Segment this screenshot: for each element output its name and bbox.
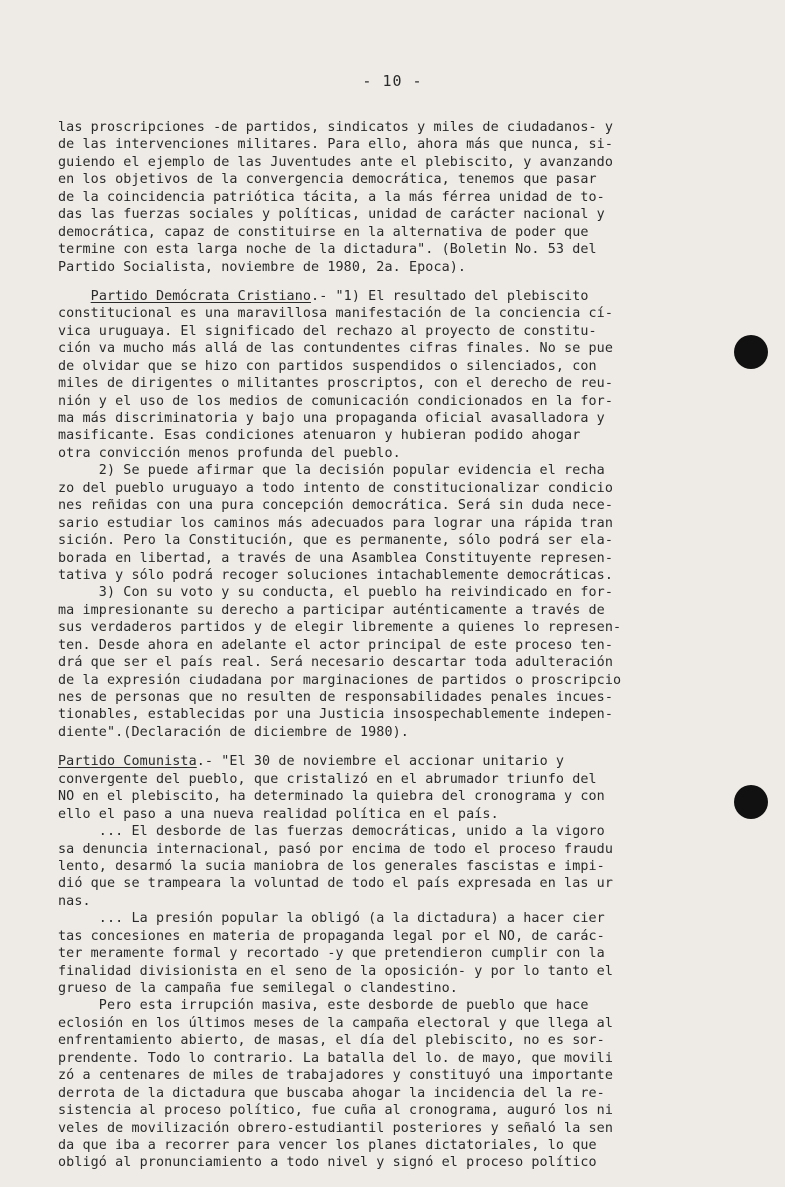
text-line: las proscripciones -de partidos, sindicatos y miles de ciudadanos- y: [58, 120, 614, 135]
text-line: sición. Pero la Constitución, que es permanente, sólo podrá ser ela-: [58, 533, 614, 549]
text-line: guiendo el ejemplo de las Juventudes ante el plebiscito, y avanzando: [58, 154, 614, 170]
text-line: drá que ser el país real. Será necesario descartar toda adulteración: [58, 655, 614, 671]
text-line: nas.: [58, 893, 91, 909]
section-heading: Partido Comunista: [58, 754, 197, 770]
text-line: democrática, capaz de constituirse en la alternativa de poder que: [58, 224, 589, 240]
paragraph-comunista: [58, 753, 738, 1172]
text-line: nes reñidas con una pura concepción democrática. Será sin duda nece-: [58, 498, 614, 514]
document-body: [58, 119, 738, 1172]
text-line: en los objetivos de la convergencia democrática, tenemos que pasar: [58, 172, 597, 188]
text-line: 3) Con su voto y su conducta, el pueblo ha reivindicado en for-: [58, 585, 614, 601]
text-line: ello el paso a una nueva realidad política en el país.: [58, 806, 499, 822]
text-line: Partido Demócrata Cristiano.- "1) El resultado del plebiscito: [90, 288, 589, 304]
text-line: derrota de la dictadura que buscaba ahogar la incidencia del la re-: [58, 1085, 605, 1101]
text-line: da que iba a recorrer para vencer los planes dictatoriales, lo que: [58, 1137, 597, 1153]
text-line: zó a centenares de miles de trabajadores y constituyó una importante: [58, 1068, 614, 1084]
text-line: Partido Socialista, noviembre de 1980, 2a. Epoca).: [58, 259, 467, 275]
text-line: Partido Comunista.- "El 30 de noviembre el accionar unitario y: [58, 754, 565, 770]
text-line: diente".(Declaración de diciembre de 1980).: [58, 724, 409, 740]
text-line: enfrentamiento abierto, de masas, el día del plebiscito, no es sor-: [58, 1033, 605, 1049]
paragraph-socialista: [58, 119, 738, 276]
text-line: 2) Se puede afirmar que la decisión popular evidencia el recha: [58, 463, 605, 479]
punch-hole-icon: [734, 785, 768, 819]
text-line: vica uruguaya. El significado del rechazo al proyecto de constitu-: [58, 323, 597, 339]
text-line: de olvidar que se hizo con partidos suspendidos o silenciados, con: [58, 358, 597, 374]
text-line: eclosión en los últimos meses de la campaña electoral y que llega al: [58, 1015, 614, 1031]
text-line: veles de movilización obrero-estudiantil posteriores y señaló la sen: [58, 1120, 614, 1136]
page-number: - 10 -: [362, 72, 423, 90]
text-line: miles de dirigentes o militantes proscriptos, con el derecho de reu-: [58, 376, 614, 392]
section-heading: Partido Demócrata Cristiano: [90, 288, 312, 304]
text-line: das las fuerzas sociales y políticas, unidad de carácter nacional y: [58, 207, 605, 223]
text-line: tionables, establecidas por una Justicia insospechablemente indepen-: [58, 707, 614, 723]
text-line: obligó al pronunciamiento a todo nivel y signó el proceso político: [58, 1155, 597, 1171]
text-line: convergente del pueblo, que cristalizó en el abrumador triunfo del: [58, 771, 597, 787]
text-line: zo del pueblo uruguayo a todo intento de constitucionalizar condicio: [58, 480, 614, 496]
text-line: nes de personas que no resulten de responsabilidades penales incues-: [58, 690, 614, 705]
text-line: sario estudiar los caminos más adecuados para lograr una rápida tran: [58, 515, 614, 531]
punch-hole-icon: [734, 335, 768, 369]
text-line: ter meramente formal y recortado -y que pretendieron cumplir con la: [58, 946, 605, 962]
text-line: tativa y sólo podrá recoger soluciones intachablemente democráticas.: [58, 567, 614, 583]
text-line: de la coincidencia patriótica tácita, a la más férrea unidad de to-: [58, 189, 605, 205]
text-line: ción va mucho más allá de las contundentes cifras finales. No se pue: [58, 341, 614, 357]
text-line: borada en libertad, a través de una Asamblea Constituyente represen-: [58, 550, 614, 566]
text-line: ten. Desde ahora en adelante el actor principal de este proceso ten-: [58, 637, 614, 653]
text-line: tas concesiones en materia de propaganda legal por el NO, de carác-: [58, 928, 605, 944]
text-line: sistencia al proceso político, fue cuña al cronograma, auguró los ni: [58, 1103, 614, 1119]
paragraph-democrata-cristiano: [58, 288, 738, 741]
text-line: dió que se trampeara la voluntad de todo el país expresada en las ur: [58, 876, 614, 892]
text-line: constitucional es una maravillosa manifestación de la conciencia cí-: [58, 306, 614, 322]
text-line: sa denuncia internacional, pasó por encima de todo el proceso fraudu: [58, 841, 614, 857]
text-line: otra convicción menos profunda del pueblo.: [58, 445, 401, 461]
text-line: ma más discriminatoria y bajo una propaganda oficial avasalladora y: [58, 411, 605, 426]
text-line: lento, desarmó la sucia maniobra de los generales fascistas e impi-: [58, 858, 605, 874]
text-line: ... El desborde de las fuerzas democráticas, unido a la vigoro: [58, 824, 605, 840]
text-line: Pero esta irrupción masiva, este desborde de pueblo que hace: [58, 998, 589, 1014]
text-line: finalidad divisionista en el seno de la oposición- y por lo tanto el: [58, 963, 614, 979]
text-line: ... La presión popular la obligó (a la dictadura) a hacer cier: [58, 911, 605, 927]
text-line: termine con esta larga noche de la dictadura". (Boletin No. 53 del: [58, 242, 597, 258]
text-line: NO en el plebiscito, ha determinado la quiebra del cronograma y con: [58, 789, 605, 805]
text-line: ma impresionante su derecho a participar auténticamente a través de: [58, 602, 605, 618]
text-line: nión y el uso de los medios de comunicación condicionados en la for-: [58, 393, 614, 409]
text-line: de la expresión ciudadana por marginaciones de partidos o proscripcio: [58, 672, 622, 688]
text-line: grueso de la campaña fue semilegal o clandestino.: [58, 981, 458, 996]
text-line: de las intervenciones militares. Para ello, ahora más que nunca, si-: [58, 137, 614, 153]
text-line: prendente. Todo lo contrario. La batalla del lo. de mayo, que movili: [58, 1050, 614, 1066]
text-line: sus verdaderos partidos y de elegir libremente a quienes lo represen-: [58, 620, 622, 636]
text-line: masificante. Esas condiciones atenuaron y hubieran podido ahogar: [58, 428, 581, 444]
